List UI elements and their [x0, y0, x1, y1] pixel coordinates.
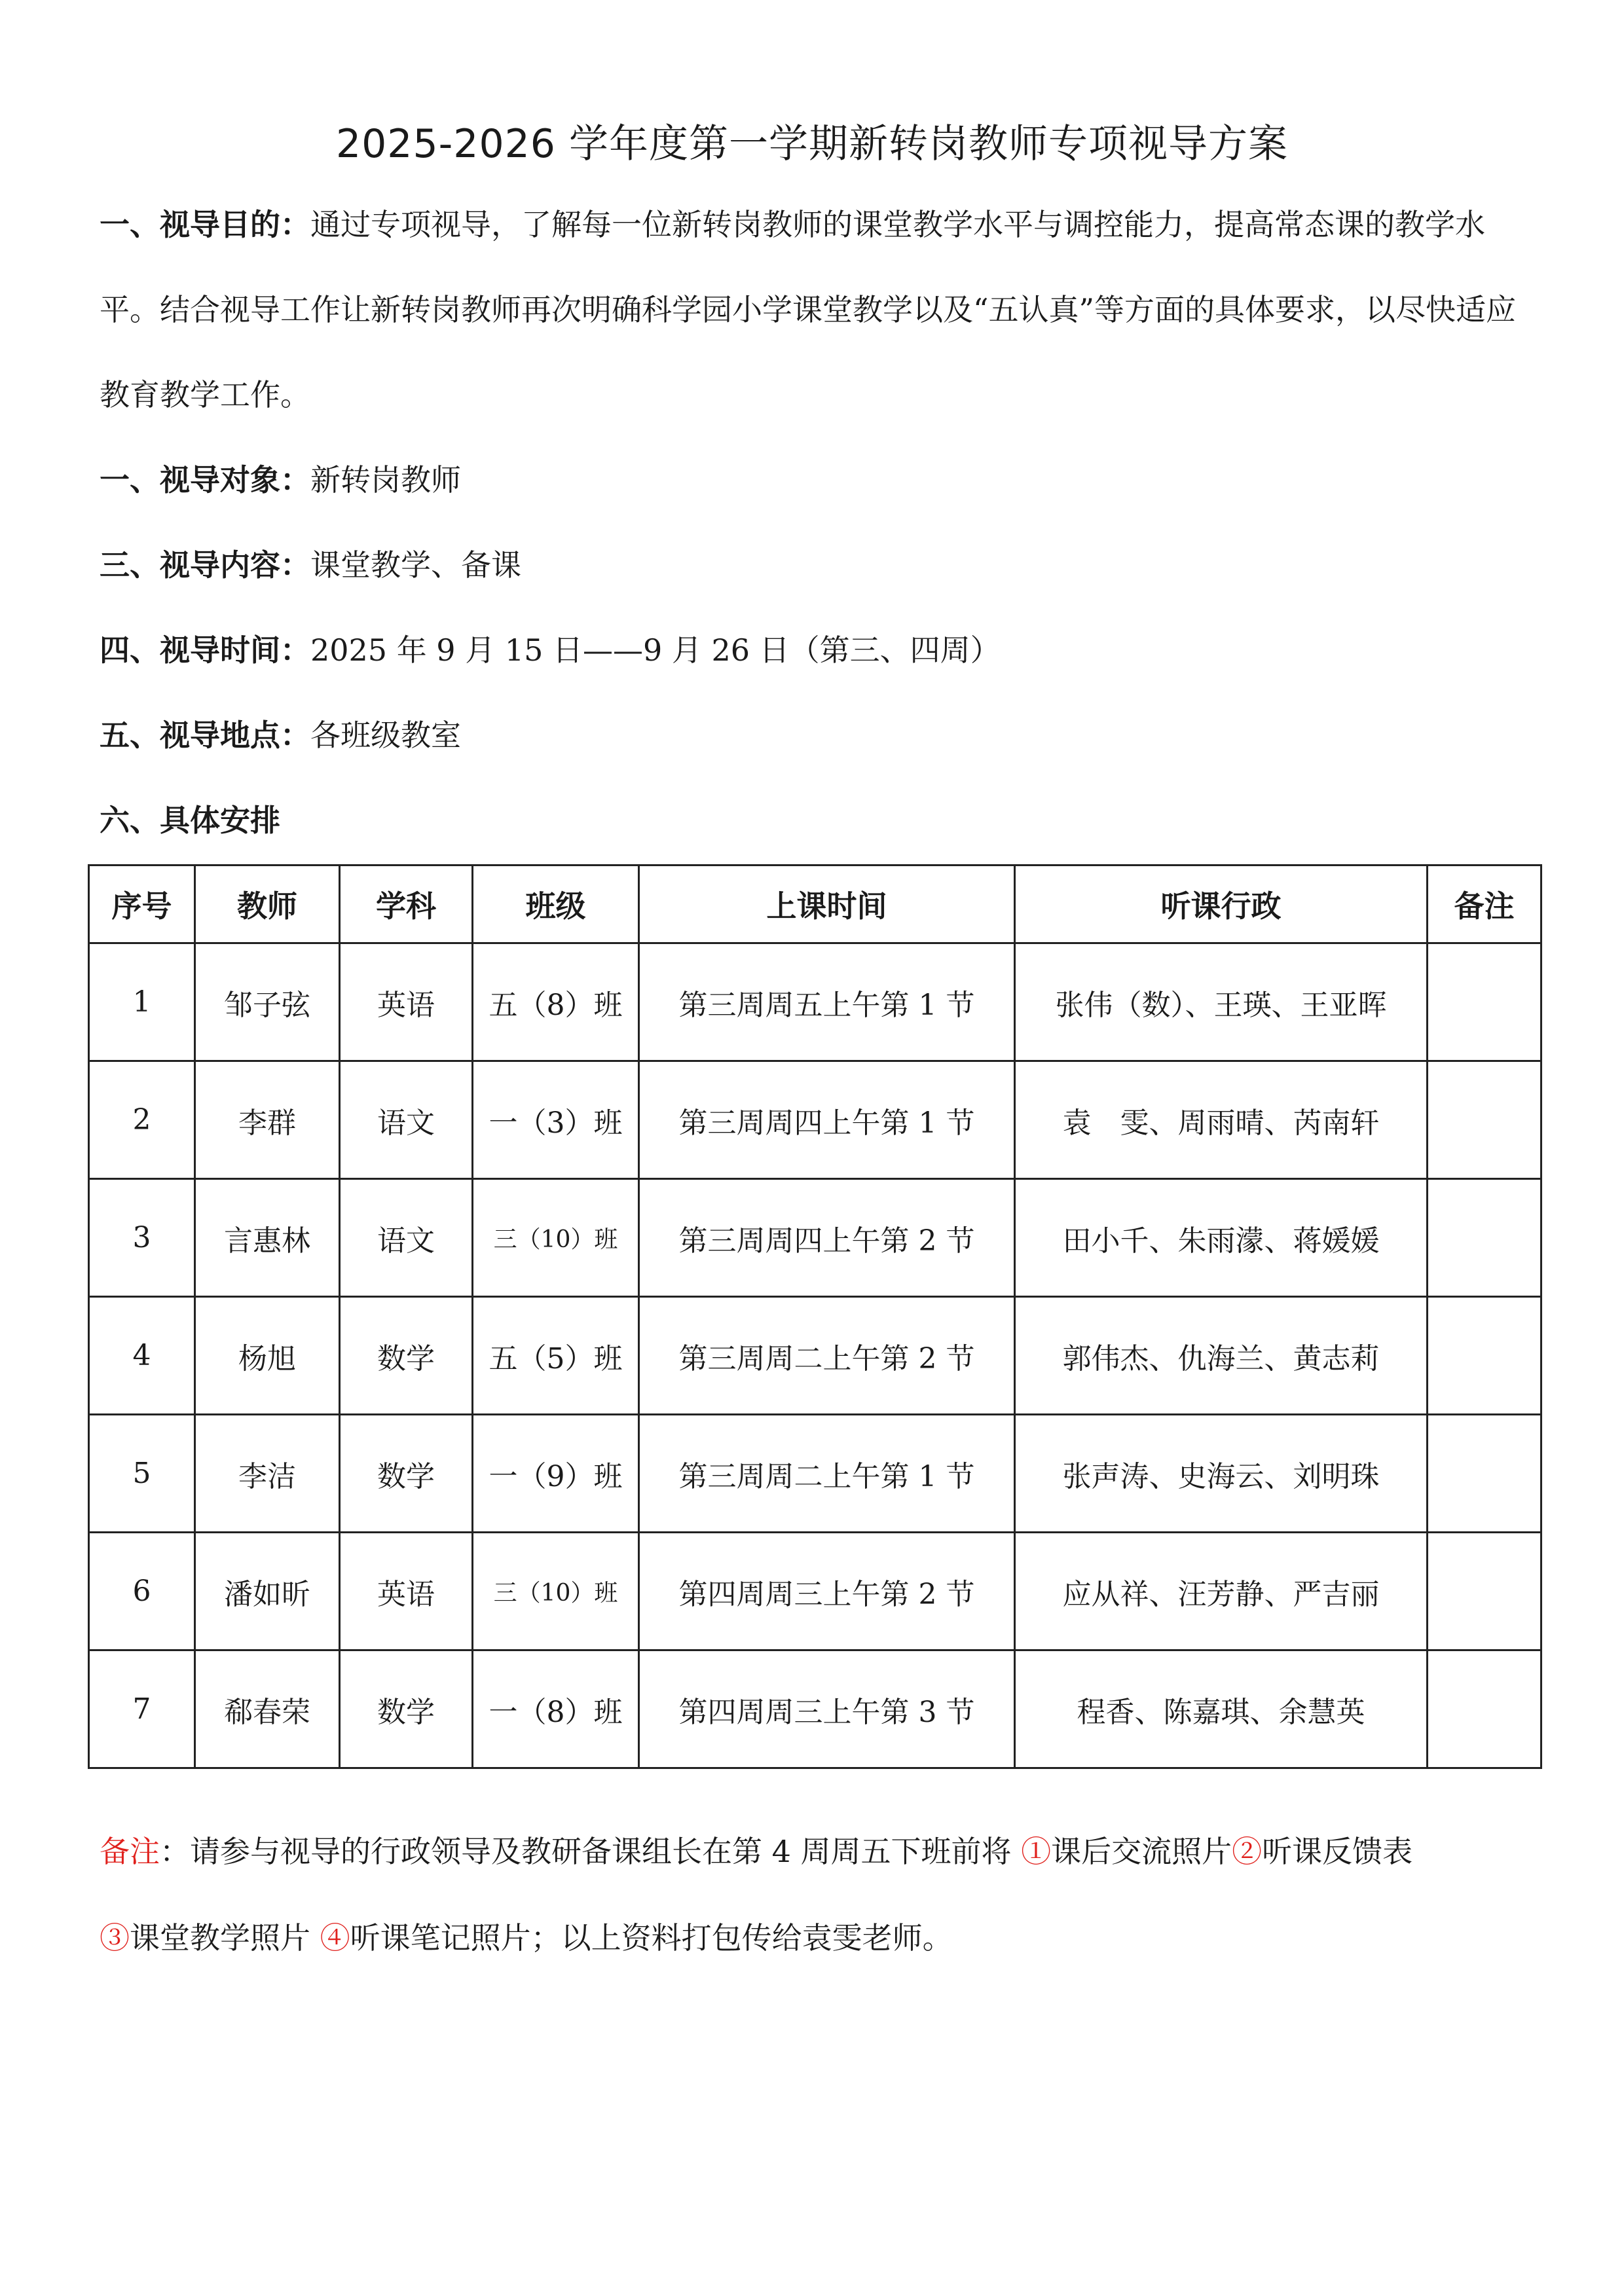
section-text: 新转岗教师 — [310, 462, 461, 498]
section-arrangement — [100, 778, 1527, 863]
cell-subject: 数学 — [340, 1415, 473, 1533]
section-heading: 五、视导地点： — [100, 718, 310, 753]
cell-subject: 语文 — [340, 1179, 473, 1297]
item-text-4: 听课笔记照片；以上资料打包传给袁雯老师。 — [350, 1920, 953, 1956]
cell-no: 3 — [89, 1179, 195, 1297]
item-marker-3: ③ — [100, 1920, 130, 1956]
table-row — [89, 943, 1541, 1061]
item-text-2: 听课反馈表 — [1262, 1834, 1413, 1869]
cell-class: 三（10）班 — [473, 1533, 639, 1650]
section-text: 各班级教室 — [310, 718, 461, 753]
section-time — [100, 608, 1527, 693]
cell-no: 6 — [89, 1533, 195, 1650]
cell-admin: 应从祥、汪芳静、严吉丽 — [1015, 1533, 1428, 1650]
header-no: 序号 — [89, 866, 195, 943]
cell-no: 4 — [89, 1297, 195, 1415]
cell-teacher: 李洁 — [195, 1415, 340, 1533]
table-row — [89, 1533, 1541, 1650]
cell-time: 第三周周五上午第 1 节 — [639, 943, 1015, 1061]
note-colon: ： — [160, 1834, 190, 1869]
cell-remark — [1428, 1061, 1541, 1179]
item-marker-1: ① — [1021, 1834, 1052, 1869]
cell-admin: 袁 雯、周雨晴、芮南轩 — [1015, 1061, 1428, 1179]
cell-admin: 郭伟杰、仇海兰、黄志莉 — [1015, 1297, 1428, 1415]
note-label: 备注 — [100, 1834, 160, 1869]
cell-class: 五（8）班 — [473, 943, 639, 1061]
cell-subject: 数学 — [340, 1297, 473, 1415]
header-class: 班级 — [473, 866, 639, 943]
section-heading: 一、视导目的： — [100, 207, 310, 242]
cell-remark — [1428, 1179, 1541, 1297]
header-teacher: 教师 — [195, 866, 340, 943]
cell-teacher: 李群 — [195, 1061, 340, 1179]
cell-no: 7 — [89, 1650, 195, 1768]
cell-time: 第三周周二上午第 2 节 — [639, 1297, 1015, 1415]
table-row — [89, 1415, 1541, 1533]
footnote — [100, 1808, 1547, 1981]
cell-remark — [1428, 1297, 1541, 1415]
cell-time: 第三周周四上午第 1 节 — [639, 1061, 1015, 1179]
cell-class: 三（10）班 — [473, 1179, 639, 1297]
header-time: 上课时间 — [639, 866, 1015, 943]
table-header-row — [89, 866, 1541, 943]
cell-remark — [1428, 1415, 1541, 1533]
table-row — [89, 1061, 1541, 1179]
item-marker-2: ② — [1232, 1834, 1263, 1869]
cell-remark — [1428, 1650, 1541, 1768]
cell-class: 一（3）班 — [473, 1061, 639, 1179]
cell-remark — [1428, 943, 1541, 1061]
section-target — [100, 437, 1527, 522]
cell-teacher: 潘如昕 — [195, 1533, 340, 1650]
cell-admin: 张伟（数）、王瑛、王亚晖 — [1015, 943, 1428, 1061]
item-text-1: 课后交流照片 — [1051, 1834, 1232, 1869]
cell-admin: 田小千、朱雨濛、蒋媛媛 — [1015, 1179, 1428, 1297]
header-subject: 学科 — [340, 866, 473, 943]
section-content — [100, 522, 1527, 608]
cell-time: 第四周周三上午第 3 节 — [639, 1650, 1015, 1768]
cell-no: 1 — [89, 943, 195, 1061]
section-text: 课堂教学、备课 — [310, 547, 521, 583]
cell-time: 第三周周四上午第 2 节 — [639, 1179, 1015, 1297]
header-admin: 听课行政 — [1015, 866, 1428, 943]
section-purpose — [100, 182, 1527, 437]
header-remark: 备注 — [1428, 866, 1541, 943]
cell-subject: 数学 — [340, 1650, 473, 1768]
cell-class: 一（8）班 — [473, 1650, 639, 1768]
section-location — [100, 693, 1527, 778]
section-heading: 六、具体安排 — [100, 803, 280, 838]
cell-teacher: 杨旭 — [195, 1297, 340, 1415]
note-text: 请参与视导的行政领导及教研备课组长在第 4 周周五下班前将 — [190, 1834, 1022, 1869]
section-heading: 一、视导对象： — [100, 462, 310, 498]
table-row — [89, 1297, 1541, 1415]
cell-subject: 英语 — [340, 943, 473, 1061]
section-text: 通过专项视导，了解每一位新转岗教师的课堂教学水平与调控能力，提高常态课的教学水平。结合视导工作让新转岗教师再次明确科学园小学课堂教学以及“五认真”等方面的具体要求，以尽快适应教育教学工作。 — [100, 207, 1517, 412]
cell-admin: 张声涛、史海云、刘明珠 — [1015, 1415, 1428, 1533]
cell-time: 第四周周三上午第 2 节 — [639, 1533, 1015, 1650]
section-heading: 三、视导内容： — [100, 547, 310, 583]
schedule-table — [88, 864, 1542, 1769]
cell-no: 2 — [89, 1061, 195, 1179]
cell-subject: 英语 — [340, 1533, 473, 1650]
cell-teacher: 郗春荣 — [195, 1650, 340, 1768]
cell-no: 5 — [89, 1415, 195, 1533]
cell-class: 一（9）班 — [473, 1415, 639, 1533]
item-text-3: 课堂教学照片 — [130, 1920, 320, 1956]
cell-time: 第三周周二上午第 1 节 — [639, 1415, 1015, 1533]
item-marker-4: ④ — [320, 1920, 350, 1956]
cell-subject: 语文 — [340, 1061, 473, 1179]
table-row — [89, 1650, 1541, 1768]
document-title: 2025-2026 学年度第一学期新转岗教师专项视导方案 — [335, 121, 1289, 167]
cell-teacher: 言惠林 — [195, 1179, 340, 1297]
cell-admin: 程香、陈嘉琪、余慧英 — [1015, 1650, 1428, 1768]
cell-remark — [1428, 1533, 1541, 1650]
section-heading: 四、视导时间： — [100, 632, 310, 668]
cell-teacher: 邹子弦 — [195, 943, 340, 1061]
cell-class: 五（5）班 — [473, 1297, 639, 1415]
section-text: 2025 年 9 月 15 日——9 月 26 日（第三、四周） — [310, 632, 1001, 668]
table-row — [89, 1179, 1541, 1297]
